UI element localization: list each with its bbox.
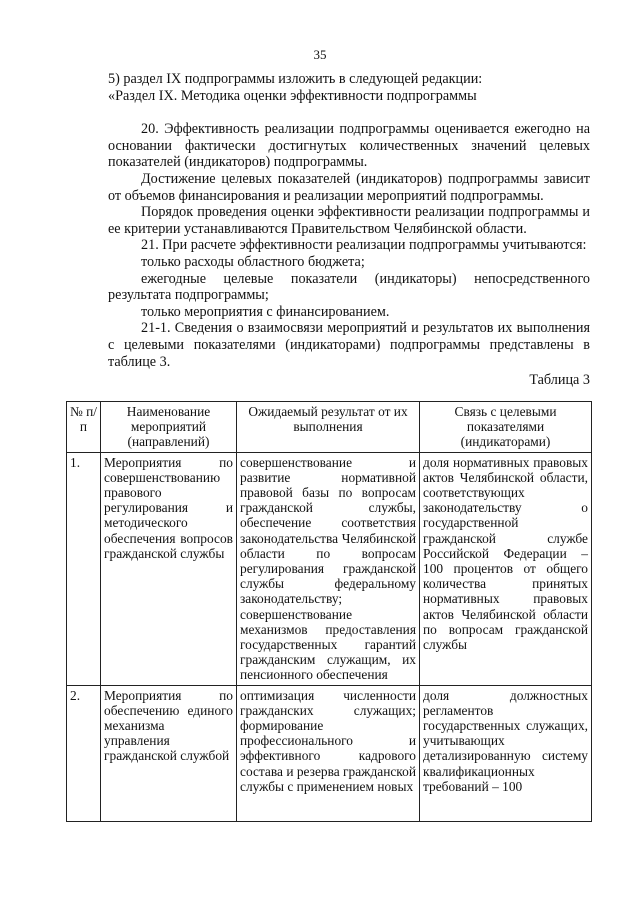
page-number: 35 bbox=[313, 47, 327, 62]
row-measure-name: Мероприятия по совершенствованию правового регулирования и методического обеспечения вопросов гражданской службы bbox=[101, 452, 237, 685]
row-measure-name bbox=[101, 685, 237, 821]
header-target-indicators: Связь с целевыми показателями (индикаторами) bbox=[420, 402, 592, 453]
table-row bbox=[67, 452, 592, 685]
measures-table bbox=[66, 401, 592, 822]
amendment-line: 5) раздел IX подпрограммы изложить в следующей редакции: bbox=[108, 71, 483, 87]
list-item-budget: только расходы областного бюджета; bbox=[141, 253, 365, 270]
paragraph-20: 20. Эффективность реализации подпрограммы оценивается ежегодно на основании фактически достигнутых количественных значений целевых показателей (индикаторов) подпрограммы. bbox=[108, 121, 590, 171]
row-expected-result bbox=[237, 685, 420, 821]
paragraph-21-1: 21-1. Сведения о взаимосвязи мероприятий и результатов их выполнения с целевыми показателями (индикаторами) подпрограммы представлены в таблице 3. bbox=[108, 320, 590, 370]
row-expected-result: совершенствование и развитие нормативной правовой базы по вопросам гражданской службы, обеспечение соответствия законодательства Челябинской области по вопросам регулирования гражданской службы федеральному законодательству; совершенствование механизмов предоставления государственных гарантий гражданским служащим, их пенсионного обеспечения bbox=[237, 452, 420, 685]
row-expected-result-text: оптимизация численности гражданских служащих; формирование профессионального и эффективного кадрового состава и резерва гражданской службы с применением новых bbox=[240, 687, 416, 794]
row-number bbox=[67, 685, 101, 821]
list-item-funding: только мероприятия с финансированием. bbox=[141, 303, 390, 320]
row-indicator-link: доля нормативных правовых актов Челябинской области, соответствующих законодательству о государственной гражданской службе Российской Федерации – 100 процентов от общего количества принятых нормативных правовых актов Челябинской области по вопросам гражданской службы bbox=[420, 452, 592, 685]
header-expected-result: Ожидаемый результат от их выполнения bbox=[237, 402, 420, 453]
paragraph-indicators: Достижение целевых показателей (индикаторов) подпрограммы зависит от объемов финансирования и реализации мероприятий подпрограммы. bbox=[108, 170, 590, 204]
paragraph-procedure: Порядок проведения оценки эффективности реализации подпрограммы и ее критерии устанавливаются Правительством Челябинской области. bbox=[108, 204, 590, 237]
row-number-text: 2. bbox=[70, 687, 81, 703]
row-indicator-link-text: доля должностных регламентов государственных служащих, учитывающих детализированную систему квалификационных требований – 100 bbox=[423, 687, 588, 794]
header-measures: Наименование мероприятий (направлений) bbox=[101, 402, 237, 453]
table-header-row bbox=[67, 402, 592, 453]
table-row bbox=[67, 685, 592, 821]
section-heading: «Раздел IX. Методика оценки эффективности подпрограммы bbox=[108, 87, 477, 104]
list-item-targets: ежегодные целевые показатели (индикаторы) непосредственного результата подпрограммы; bbox=[108, 270, 590, 304]
body-text bbox=[108, 71, 590, 389]
row-number: 1. bbox=[67, 452, 101, 685]
row-indicator-link bbox=[420, 685, 592, 821]
paragraph-21: 21. При расчете эффективности реализации подпрограммы учитываются: bbox=[141, 237, 587, 254]
row-measure-name-text: Мероприятия по обеспечению единого механизма управления гражданской службой bbox=[104, 687, 233, 764]
table-caption: Таблица 3 bbox=[529, 372, 590, 389]
header-number: № п/п bbox=[67, 402, 101, 453]
